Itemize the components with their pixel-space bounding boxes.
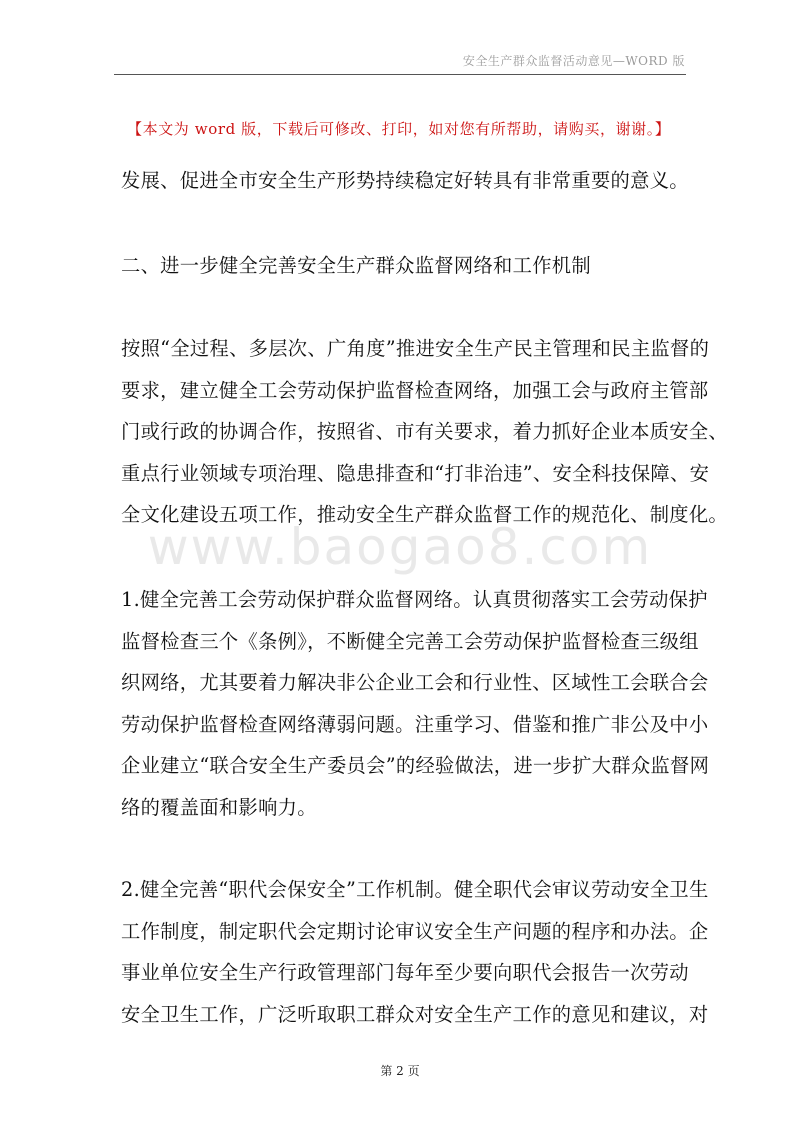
paragraph-item-2: [121, 869, 709, 1035]
download-notice: 【本文为 word 版，下载后可修改、打印，如对您有所帮助，请购买，谢谢。】: [127, 120, 671, 138]
text-line: 安全卫生工作，广泛听取职工群众对安全生产工作的意见和建议，对: [121, 1002, 709, 1026]
paragraph-continuation: [121, 160, 687, 202]
header-divider: [114, 74, 686, 75]
section-heading: [121, 245, 687, 287]
text-line: 企业建立“联合安全生产委员会”的经验做法，进一步扩大群众监督网: [121, 754, 710, 777]
text-line: 2.健全完善“职代会保安全”工作机制。健全职代会审议劳动安全卫生: [121, 878, 709, 901]
page-number: 第 2 页: [380, 1064, 420, 1078]
paragraph-item-1: [121, 579, 710, 828]
text-line: 发展、促进全市安全生产形势持续稳定好转具有非常重要的意义。: [121, 169, 689, 192]
text-line: 重点行业领域专项治理、隐患排查和“打非治违”、安全科技保障、安: [121, 461, 710, 485]
text-line: 事业单位安全生产行政管理部门每年至少要向职代会报告一次劳动: [121, 961, 689, 984]
text-line: 络的覆盖面和影响力。: [121, 795, 317, 819]
text-line: 门或行政的协调合作，按照省、市有关要求，着力抓好企业本质安全、: [121, 420, 729, 443]
watermark: www.baogao8.com: [147, 518, 653, 576]
text-line: 二、进一步健全完善安全生产群众监督网络和工作机制: [121, 254, 591, 277]
paragraph-intro: [121, 328, 729, 536]
text-line: 按照“全过程、多层次、广角度”推进安全生产民主管理和民主监督的: [121, 337, 710, 360]
running-header: 安全生产群众监督活动意见—WORD 版: [462, 54, 685, 68]
text-line: 全文化建设五项工作，推动安全生产群众监督工作的规范化、制度化。: [121, 503, 729, 526]
text-line: 监督检查三个《条例》，不断健全完善工会劳动保护监督检查三级组: [121, 629, 699, 653]
text-line: 1.健全完善工会劳动保护群众监督网络。认真贯彻落实工会劳动保护: [121, 588, 708, 611]
text-line: 劳动保护监督检查网络薄弱问题。注重学习、借鉴和推广非公及中小: [121, 712, 709, 736]
text-line: 要求，建立健全工会劳动保护监督检查网络，加强工会与政府主管部: [121, 378, 709, 402]
text-line: 工作制度，制定职代会定期讨论审议安全生产问题的程序和办法。企: [121, 919, 709, 943]
text-line: 织网络，尤其要着力解决非公企业工会和行业性、区域性工会联合会: [121, 671, 709, 694]
